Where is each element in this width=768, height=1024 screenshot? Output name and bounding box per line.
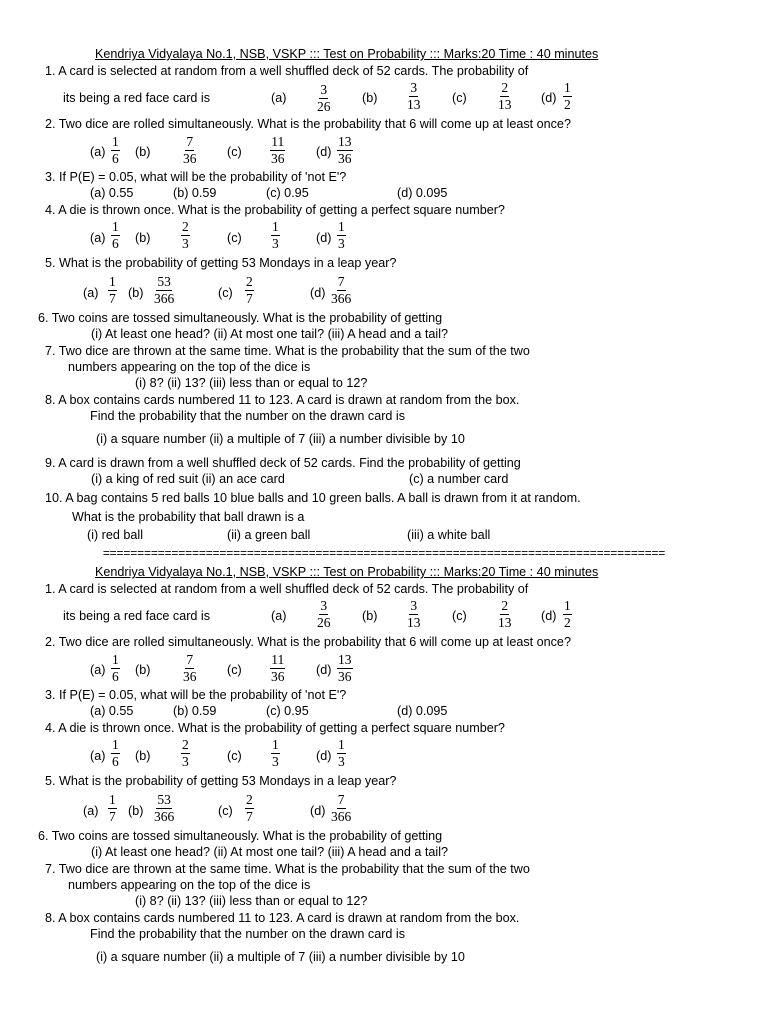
fraction: $\frac{1}{6}$ [112, 219, 119, 251]
option-label: (iii) a white ball [407, 528, 491, 542]
fraction: $\frac{1}{2}$ [564, 598, 571, 630]
fraction: $\frac{3}{13}$ [407, 598, 421, 630]
question-text: 4. A die is thrown once. What is the probability of getting a perfect square number? [45, 203, 505, 217]
fraction: $\frac{3}{13}$ [407, 80, 421, 112]
option-label: (c) 0.95 [266, 704, 309, 718]
fraction: $\frac{1}{3}$ [272, 219, 279, 251]
question-text: 1. A card is selected at random from a well shuffled deck of 52 cards. The probability of [45, 64, 529, 78]
question-text: its being a red face card is [63, 91, 211, 105]
question-text: What is the probability that ball drawn is a [72, 510, 305, 524]
option-label: (b) [362, 609, 378, 623]
question-text: 4. A die is thrown once. What is the probability of getting a perfect square number? [45, 721, 505, 735]
option-label: (b) 0.59 [173, 704, 217, 718]
question-text: 5. What is the probability of getting 53 Mondays in a leap year? [45, 774, 397, 788]
fraction: $\frac{11}{36}$ [271, 134, 285, 166]
fraction: $\frac{1}{3}$ [338, 737, 345, 769]
option-label: (c) [227, 145, 242, 159]
fraction: $\frac{2}{3}$ [182, 219, 189, 251]
fraction: $\frac{1}{3}$ [338, 219, 345, 251]
option-label: (b) [362, 91, 378, 105]
option-label: (c) [452, 609, 467, 623]
option-label: (a) 0.55 [90, 186, 134, 200]
question-text: 8. A box contains cards numbered 11 to 123. A card is drawn at random from the box. [45, 911, 520, 925]
fraction: $\frac{13}{36}$ [338, 134, 352, 166]
option-label: (a) [83, 804, 99, 818]
question-text: (i) At least one head? (ii) At most one tail? (iii) A head and a tail? [91, 845, 449, 859]
question-text: 2. Two dice are rolled simultaneously. What is the probability that 6 will come up at least once? [45, 117, 571, 131]
option-label: (c) [227, 749, 242, 763]
option-label: (a) [90, 231, 106, 245]
paper-header: Kendriya Vidyalaya No.1, NSB, VSKP ::: Test on Probability ::: Marks:20 Time : 40 minutes [95, 565, 599, 579]
fraction: $\frac{2}{13}$ [498, 598, 512, 630]
option-label: (b) [135, 749, 151, 763]
fraction: $\frac{2}{7}$ [246, 274, 253, 306]
fraction: $\frac{3}{26}$ [317, 82, 331, 114]
fraction: $\frac{7}{366}$ [331, 274, 352, 306]
option-label: (d) 0.095 [397, 704, 448, 718]
fraction: $\frac{1}{3}$ [272, 737, 279, 769]
option-label: (d) [541, 91, 557, 105]
option-label: (ii) a green ball [227, 528, 311, 542]
question-text: Find the probability that the number on the drawn card is [90, 409, 406, 423]
question-text: (i) a king of red suit (ii) an ace card [91, 472, 285, 486]
question-text: 2. Two dice are rolled simultaneously. What is the probability that 6 will come up at least once? [45, 635, 571, 649]
fraction: $\frac{53}{366}$ [154, 792, 175, 824]
question-text: 5. What is the probability of getting 53 Mondays in a leap year? [45, 256, 397, 270]
fraction: $\frac{7}{366}$ [331, 792, 352, 824]
fraction: $\frac{3}{26}$ [317, 598, 331, 630]
test-copy-2 [0, 518, 768, 1018]
option-label: (d) [316, 145, 332, 159]
fraction: $\frac{13}{36}$ [338, 652, 352, 684]
option-label: (a) [271, 91, 287, 105]
option-label: (a) [90, 663, 106, 677]
option-label: (d) [316, 231, 332, 245]
option-label: (d) [541, 609, 557, 623]
option-label: (a) 0.55 [90, 704, 134, 718]
fraction: $\frac{1}{6}$ [112, 652, 119, 684]
option-label: (a) [90, 145, 106, 159]
option-label: (a) [90, 749, 106, 763]
question-text: numbers appearing on the top of the dice is [68, 360, 311, 374]
fraction: $\frac{1}{2}$ [564, 80, 571, 112]
question-text: 1. A card is selected at random from a well shuffled deck of 52 cards. The probability of [45, 582, 529, 596]
question-text: (i) a square number (ii) a multiple of 7 (iii) a number divisible by 10 [96, 950, 465, 964]
option-label: (b) [135, 145, 151, 159]
question-text: (i) 8? (ii) 13? (iii) less than or equal to 12? [135, 376, 368, 390]
option-label: (d) [316, 663, 332, 677]
option-label: (c) [218, 286, 233, 300]
question-text: 3. If P(E) = 0.05, what will be the probability of 'not E'? [45, 170, 347, 184]
option-label: (d) [310, 804, 326, 818]
option-label: (a) [83, 286, 99, 300]
question-text: 9. A card is drawn from a well shuffled deck of 52 cards. Find the probability of getting [45, 456, 521, 470]
fraction: $\frac{53}{366}$ [154, 274, 175, 306]
option-label: (d) [310, 286, 326, 300]
option-label: (d) 0.095 [397, 186, 448, 200]
fraction: $\frac{2}{7}$ [246, 792, 253, 824]
option-label: (c) [227, 663, 242, 677]
fraction: $\frac{7}{36}$ [183, 134, 197, 166]
fraction: $\frac{2}{13}$ [498, 80, 512, 112]
option-label: (b) [135, 231, 151, 245]
option-label: (c) [452, 91, 467, 105]
option-label: (i) red ball [87, 528, 143, 542]
question-text: 7. Two dice are thrown at the same time. What is the probability that the sum of the two [45, 344, 530, 358]
fraction: $\frac{1}{7}$ [109, 792, 116, 824]
section-separator: ================================================================================== [102, 547, 666, 559]
option-label: (b) [128, 804, 144, 818]
question-text: (c) a number card [409, 472, 509, 486]
option-label: (a) [271, 609, 287, 623]
question-text: (i) At least one head? (ii) At most one tail? (iii) A head and a tail? [91, 327, 449, 341]
option-label: (c) 0.95 [266, 186, 309, 200]
question-text: 6. Two coins are tossed simultaneously. What is the probability of getting [38, 829, 443, 843]
question-text: (i) 8? (ii) 13? (iii) less than or equal to 12? [135, 894, 368, 908]
question-text: 3. If P(E) = 0.05, what will be the probability of 'not E'? [45, 688, 347, 702]
fraction: $\frac{1}{7}$ [109, 274, 116, 306]
question-text: 6. Two coins are tossed simultaneously. What is the probability of getting [38, 311, 443, 325]
option-label: (b) [135, 663, 151, 677]
option-label: (d) [316, 749, 332, 763]
fraction: $\frac{1}{6}$ [112, 134, 119, 166]
question-text: 10. A bag contains 5 red balls 10 blue balls and 10 green balls. A ball is drawn from it at random. [45, 491, 581, 505]
option-label: (b) 0.59 [173, 186, 217, 200]
fraction: $\frac{2}{3}$ [182, 737, 189, 769]
paper-header: Kendriya Vidyalaya No.1, NSB, VSKP ::: Test on Probability ::: Marks:20 Time : 40 minutes [95, 47, 599, 61]
question-text: numbers appearing on the top of the dice is [68, 878, 311, 892]
option-label: (c) [218, 804, 233, 818]
question-text: 7. Two dice are thrown at the same time. What is the probability that the sum of the two [45, 862, 530, 876]
question-text: (i) a square number (ii) a multiple of 7 (iii) a number divisible by 10 [96, 432, 465, 446]
fraction: $\frac{7}{36}$ [183, 652, 197, 684]
question-text: its being a red face card is [63, 609, 211, 623]
fraction: $\frac{11}{36}$ [271, 652, 285, 684]
option-label: (b) [128, 286, 144, 300]
question-text: 8. A box contains cards numbered 11 to 123. A card is drawn at random from the box. [45, 393, 520, 407]
option-label: (c) [227, 231, 242, 245]
fraction: $\frac{1}{6}$ [112, 737, 119, 769]
question-text: Find the probability that the number on the drawn card is [90, 927, 406, 941]
